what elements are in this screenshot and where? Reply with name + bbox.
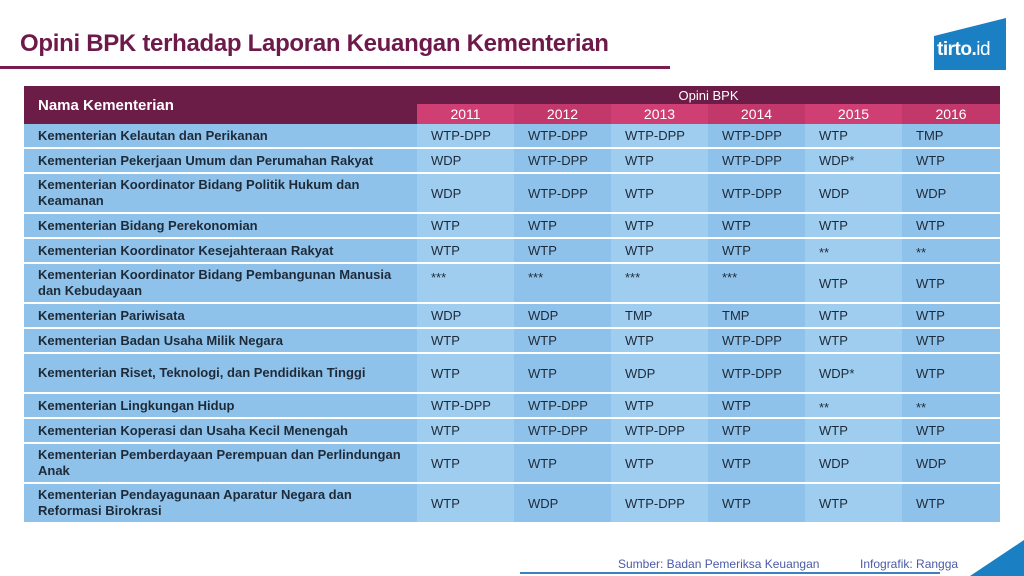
opinion-cell-2016: WTP	[902, 354, 1000, 394]
opinion-cell-2013: ***	[611, 264, 708, 304]
opinion-cell-2011: WTP	[417, 214, 514, 239]
opinion-cell-2015: WDP	[805, 174, 902, 214]
opinion-cell-2014: WTP	[708, 239, 805, 264]
opinion-cell-2011: WTP	[417, 329, 514, 354]
table-row	[24, 419, 1000, 444]
opinion-cell-2015: **	[805, 239, 902, 264]
opinion-cell-2013: TMP	[611, 304, 708, 329]
opinion-cell-2011: ***	[417, 264, 514, 304]
opini-table	[24, 86, 1000, 524]
table-row	[24, 174, 1000, 214]
table-row	[24, 214, 1000, 239]
year-header-2013: 2013	[611, 104, 708, 124]
opinion-cell-2012: WTP-DPP	[514, 149, 611, 174]
opinion-cell-2016: WTP	[902, 484, 1000, 524]
ministry-name: Kementerian Lingkungan Hidup	[24, 394, 417, 419]
opinion-cell-2015: **	[805, 394, 902, 419]
table-row	[24, 239, 1000, 264]
opinion-cell-2015: WTP	[805, 124, 902, 149]
table-row	[24, 304, 1000, 329]
opinion-cell-2014: WTP-DPP	[708, 124, 805, 149]
opinion-cell-2015: WDP*	[805, 149, 902, 174]
page-title: Opini BPK terhadap Laporan Keuangan Kementerian	[20, 30, 609, 57]
opinion-cell-2016: **	[902, 239, 1000, 264]
ministry-name: Kementerian Bidang Perekonomian	[24, 214, 417, 239]
opinion-cell-2012: WTP	[514, 214, 611, 239]
opinion-cell-2013: WTP-DPP	[611, 419, 708, 444]
table-row	[24, 264, 1000, 304]
ministry-name: Kementerian Koperasi dan Usaha Kecil Menengah	[24, 419, 417, 444]
table-row	[24, 329, 1000, 354]
column-group-header: Opini BPK	[417, 86, 1000, 104]
opinion-cell-2013: WTP	[611, 239, 708, 264]
table-body	[24, 124, 1000, 524]
year-header-2011: 2011	[417, 104, 514, 124]
opinion-cell-2013: WTP-DPP	[611, 484, 708, 524]
opinion-cell-2013: WTP	[611, 214, 708, 239]
opinion-cell-2011: WTP-DPP	[417, 394, 514, 419]
ministry-name: Kementerian Koordinator Bidang Politik Hukum dan Keamanan	[24, 174, 417, 214]
corner-decoration	[970, 540, 1024, 576]
ministry-name: Kementerian Pendayagunaan Aparatur Negara dan Reformasi Birokrasi	[24, 484, 417, 524]
opinion-cell-2015: WTP	[805, 419, 902, 444]
title-underline	[0, 66, 670, 69]
opinion-cell-2015: WDP*	[805, 354, 902, 394]
ministry-name: Kementerian Pemberdayaan Perempuan dan Perlindungan Anak	[24, 444, 417, 484]
opinion-cell-2015: WTP	[805, 329, 902, 354]
year-header-2016: 2016	[902, 104, 1000, 124]
logo-dot: .	[971, 39, 977, 60]
year-header-2015: 2015	[805, 104, 902, 124]
opinion-cell-2013: WTP	[611, 444, 708, 484]
opinion-cell-2012: WTP-DPP	[514, 174, 611, 214]
logo-wordmark	[937, 39, 990, 61]
opinion-cell-2012: ***	[514, 264, 611, 304]
opinion-cell-2014: TMP	[708, 304, 805, 329]
logo-suffix: id	[976, 39, 991, 60]
ministry-name: Kementerian Koordinator Bidang Pembangunan Manusia dan Kebudayaan	[24, 264, 417, 304]
opinion-cell-2013: WTP-DPP	[611, 124, 708, 149]
opinion-cell-2016: TMP	[902, 124, 1000, 149]
logo-main: tirto	[937, 39, 972, 60]
opinion-cell-2016: WTP	[902, 264, 1000, 304]
year-header-2012: 2012	[514, 104, 611, 124]
opinion-cell-2014: WTP	[708, 214, 805, 239]
ministry-name: Kementerian Pekerjaan Umum dan Perumahan Rakyat	[24, 149, 417, 174]
opinion-cell-2012: WTP	[514, 354, 611, 394]
opinion-cell-2013: WTP	[611, 174, 708, 214]
footer-credit: Infografik: Rangga	[860, 557, 959, 571]
opinion-cell-2016: WDP	[902, 444, 1000, 484]
column-header-name: Nama Kementerian	[24, 86, 417, 124]
opinion-cell-2012: WTP-DPP	[514, 124, 611, 149]
table-row	[24, 149, 1000, 174]
ministry-name: Kementerian Koordinator Kesejahteraan Rakyat	[24, 239, 417, 264]
opinion-cell-2016: WDP	[902, 174, 1000, 214]
ministry-name: Kementerian Kelautan dan Perikanan	[24, 124, 417, 149]
table-row	[24, 444, 1000, 484]
opinion-cell-2016: **	[902, 394, 1000, 419]
opinion-cell-2012: WTP-DPP	[514, 394, 611, 419]
opinion-cell-2014: WTP	[708, 484, 805, 524]
opinion-cell-2014: WTP	[708, 394, 805, 419]
opinion-cell-2013: WTP	[611, 149, 708, 174]
opinion-cell-2014: WTP-DPP	[708, 149, 805, 174]
table-row	[24, 124, 1000, 149]
opinion-cell-2011: WTP-DPP	[417, 124, 514, 149]
ministry-name: Kementerian Badan Usaha Milik Negara	[24, 329, 417, 354]
year-header-2014: 2014	[708, 104, 805, 124]
opinion-cell-2011: WDP	[417, 149, 514, 174]
opinion-cell-2012: WTP	[514, 329, 611, 354]
opinion-cell-2016: WTP	[902, 214, 1000, 239]
opinion-cell-2011: WTP	[417, 419, 514, 444]
opinion-cell-2011: WTP	[417, 354, 514, 394]
table-row	[24, 484, 1000, 524]
ministry-name: Kementerian Riset, Teknologi, dan Pendidikan Tinggi	[24, 354, 417, 394]
opinion-cell-2015: WDP	[805, 444, 902, 484]
ministry-name: Kementerian Pariwisata	[24, 304, 417, 329]
footer-source: Sumber: Badan Pemeriksa Keuangan	[618, 557, 820, 571]
opinion-cell-2015: WTP	[805, 304, 902, 329]
opinion-cell-2011: WTP	[417, 444, 514, 484]
opinion-cell-2011: WTP	[417, 239, 514, 264]
opinion-cell-2016: WTP	[902, 149, 1000, 174]
opinion-cell-2013: WTP	[611, 394, 708, 419]
opinion-cell-2016: WTP	[902, 329, 1000, 354]
opinion-cell-2013: WTP	[611, 329, 708, 354]
opinion-cell-2012: WDP	[514, 484, 611, 524]
table-row	[24, 394, 1000, 419]
opinion-cell-2013: WDP	[611, 354, 708, 394]
opinion-cell-2014: WTP-DPP	[708, 354, 805, 394]
opinion-cell-2015: WTP	[805, 264, 902, 304]
opinion-cell-2016: WTP	[902, 419, 1000, 444]
opinion-cell-2014: WTP-DPP	[708, 174, 805, 214]
opinion-cell-2014: WTP	[708, 444, 805, 484]
opinion-cell-2012: WTP	[514, 239, 611, 264]
opinion-cell-2015: WTP	[805, 214, 902, 239]
opinion-cell-2014: WTP	[708, 419, 805, 444]
table-row	[24, 354, 1000, 394]
opinion-cell-2015: WTP	[805, 484, 902, 524]
opinion-cell-2014: ***	[708, 264, 805, 304]
opinion-cell-2012: WTP-DPP	[514, 419, 611, 444]
opinion-cell-2011: WDP	[417, 304, 514, 329]
opinion-cell-2012: WDP	[514, 304, 611, 329]
opinion-cell-2011: WTP	[417, 484, 514, 524]
footer-rule	[520, 572, 940, 574]
opinion-cell-2014: WTP-DPP	[708, 329, 805, 354]
opinion-cell-2012: WTP	[514, 444, 611, 484]
opinion-cell-2016: WTP	[902, 304, 1000, 329]
opinion-cell-2011: WDP	[417, 174, 514, 214]
